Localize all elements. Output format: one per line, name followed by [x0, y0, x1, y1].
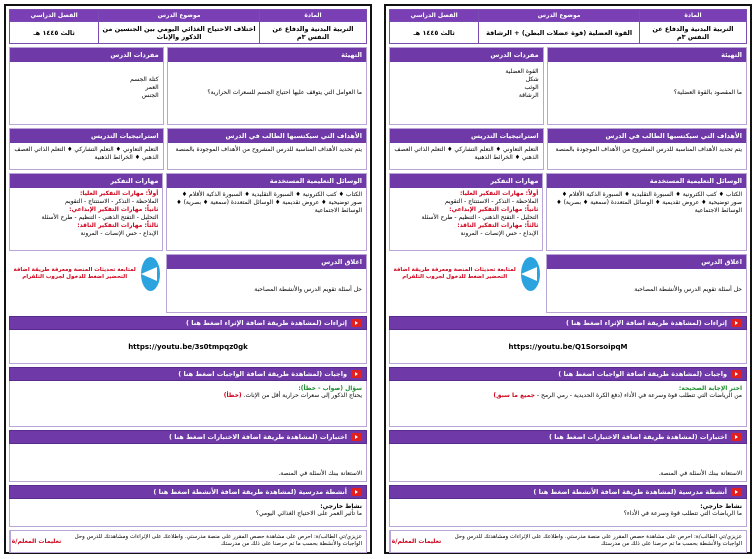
header-term-label: الفصل الدراسي — [390, 10, 479, 22]
lesson-item: العمر — [145, 84, 159, 92]
goals-body: يتم تحديد الأهداف المناسبة للدرس المشروح من الأهداف الموجودة بالمنصة — [175, 146, 362, 153]
thinking-l2-body: التحليل - التفتح الذهني - التنظيم - طرح الأسئلة — [41, 214, 159, 222]
telegram-promo[interactable] — [389, 254, 543, 294]
header-table — [9, 9, 367, 44]
thinking-l1-body: الملاحظة - التذكر - الاستنتاج - التقويم — [445, 198, 539, 206]
strategies-body: التعلم التعاوني ♦ التعلم التشاركي ♦ التعلم الذاتي العصف الذهني ♦ الخرائط الذهنية — [14, 146, 159, 162]
notes-label: تعليمات المعلم/ة — [10, 531, 62, 552]
intro-title: التهيئة — [168, 48, 366, 62]
aids-title: الوسائل التعليمية المستخدمة — [167, 174, 366, 188]
lesson-item: الجنس — [141, 92, 159, 100]
header-subject-label: المادة — [259, 10, 366, 22]
intro-body: ما العوامل التي يتوقف عليها احتياج الجسم للسعرات الحرارية؟ — [207, 88, 362, 96]
header-topic: اختلاف الاحتياج الغذائي اليومي بين الجنسين من الذكور والإناث — [99, 22, 260, 44]
lesson-items-box — [9, 47, 164, 125]
homework-title: واجبات (لمشاهدة طريقة اضافة الواجبات اضغط هنا ) — [558, 370, 727, 378]
enrich-title: إثراءات (لمشاهدة طريقة اضافة الإثراء اضغط هنا ) — [186, 319, 347, 327]
header-subject: التربية البدنية والدفاع عن النفس ٣م — [259, 22, 366, 44]
homework-strip[interactable] — [389, 367, 747, 381]
youtube-icon[interactable] — [731, 488, 742, 496]
enrich-url[interactable]: https://youtu.be/3s0tmpqz0gk — [128, 342, 248, 351]
lesson-item: القوة العضلية — [505, 68, 539, 75]
thinking-l1: أولاً: مهارات التفكير العليا: — [79, 190, 159, 197]
thinking-title: مهارات التفكير — [390, 174, 542, 188]
homework-title: واجبات (لمشاهدة طريقة اضافة الواجبات اضغط هنا ) — [178, 370, 347, 378]
thinking-l1: أولاً: مهارات التفكير العليا: — [459, 190, 539, 197]
activity-body: ما تأثير العمر على الاحتياج الغذائي اليومي؟ — [255, 510, 362, 517]
thinking-box — [389, 173, 543, 251]
homework-question: اختر الإجابة الصحيحة: — [678, 385, 742, 392]
tests-body: الاستعانة ببنك الأسئلة في المنصة. — [658, 470, 742, 477]
header-topic: القوة العضلية (قوة عضلات البطن) + الرشاقة — [479, 22, 640, 44]
close-box — [546, 254, 747, 313]
intro-body: ما المقصود بالقوة العضلية؟ — [673, 88, 742, 96]
youtube-icon[interactable] — [351, 370, 362, 378]
promo-text: لمتابعة تحديثات المنصة ومعرفة طريقة اضافة التحضير اضغط للدخول لجروب التلقرام — [13, 266, 136, 280]
lesson-item: الرشاقة — [518, 92, 539, 100]
youtube-icon[interactable] — [351, 488, 362, 496]
homework-answer: جميع ما سبق) — [493, 392, 535, 399]
lesson-items-box — [389, 47, 544, 125]
header-subject: التربية البدنية والدفاع عن النفس ٣م — [639, 22, 746, 44]
homework-body: من الرياضات التي تتطلب قوة وسرعة في الأداء (دفع الكرة الحديدية - رمي الرمح - — [536, 392, 742, 399]
youtube-icon[interactable] — [731, 370, 742, 378]
thinking-l2-body: التحليل - التفتح الذهني - التنظيم - طرح الأسئلة — [421, 214, 539, 222]
goals-box — [547, 128, 747, 170]
thinking-l3-body: الإبداع - حس الإنصات - المرونة — [460, 230, 539, 238]
header-topic-label: موضوع الدرس — [479, 10, 640, 22]
telegram-promo[interactable] — [9, 254, 163, 294]
aids-box — [546, 173, 747, 251]
header-table — [389, 9, 747, 44]
thinking-l1-body: الملاحظة - التذكر - الاستنتاج - التقويم — [65, 198, 159, 206]
lesson-items-title: مفردات الدرس — [10, 48, 163, 62]
tests-title: اختبارات (لمشاهدة طريقة اضافة الاختبارات اضغط هنا ) — [548, 433, 727, 441]
aids-title: الوسائل التعليمية المستخدمة — [547, 174, 746, 188]
enrich-strip[interactable] — [9, 316, 367, 330]
goals-box — [167, 128, 367, 170]
youtube-icon[interactable] — [351, 433, 362, 441]
homework-answer: (خطأ) — [223, 392, 242, 399]
youtube-icon[interactable] — [731, 319, 742, 327]
thinking-l3: ثالثاً: مهارات التفكير الناقد: — [457, 222, 539, 230]
strategies-box — [389, 128, 544, 170]
close-title: اغلاق الدرس — [167, 255, 366, 269]
activity-strip[interactable] — [9, 485, 367, 499]
thinking-l3: ثالثاً: مهارات التفكير الناقد: — [77, 222, 159, 230]
homework-question: سؤال (صواب - خطأ): — [298, 385, 362, 392]
thinking-l2: ثانياً: مهارات التفكير الإبداعي: — [69, 206, 159, 214]
notes-body: عزيزي/تي الطالب/ة: احرص على مشاهدة حصص المقرر على منصة مدرستي. واطلاعك على الإثراءات ومشاهدتك للدرس وحل الواجبات والأنشطة بحسب ما تم حرصنا على ذلك من مدرستك — [454, 534, 742, 548]
aids-body: الكتاب ♦ كتب الكترونية ♦ السبورة التقليدية ♦ السبورة الذكية الأقلام ♦ صور توضيحية ♦ عروض تقديمية ♦ الوسائل المتعددة (سمعية ♦ بصرية) ♦ الوسائط الاجتماعية — [176, 191, 362, 215]
homework-body: يحتاج الذكور إلى سعرات حرارية أقل من الإناث. — [243, 392, 362, 399]
strategies-body: التعلم التعاوني ♦ التعلم التشاركي ♦ التعلم الذاتي العصف الذهني ♦ الخرائط الذهنية — [394, 146, 539, 162]
aids-box — [166, 173, 367, 251]
lesson-plan-sheet-right — [384, 4, 752, 554]
tests-strip[interactable] — [9, 430, 367, 444]
teacher-notes — [9, 530, 367, 553]
tests-body: الاستعانة ببنك الأسئلة في المنصة. — [278, 470, 362, 477]
lesson-item: كتلة الجسم — [130, 76, 159, 83]
header-term: ثالث ١٤٤٥ هـ — [390, 22, 479, 44]
activity-title: أنشطة مدرسية (لمشاهدة طريقة اضافة الأنشطة اضغط هنا ) — [153, 488, 347, 496]
lesson-item: الوثب — [524, 84, 539, 92]
enrich-url[interactable]: https://youtu.be/Q1SorsoipqM — [508, 342, 628, 351]
goals-body: يتم تحديد الأهداف المناسبة للدرس المشروح من الأهداف الموجودة بالمنصة — [555, 146, 742, 153]
close-body: حل أسئلة تقويم الدرس والأنشطة المصاحبة — [254, 286, 362, 294]
close-title: اغلاق الدرس — [547, 255, 746, 269]
teacher-notes — [389, 530, 747, 553]
enrich-strip[interactable] — [389, 316, 747, 330]
close-box — [166, 254, 367, 313]
goals-title: الأهداف التي سيكتسبها الطالب في الدرس — [168, 129, 366, 143]
telegram-icon[interactable] — [141, 257, 160, 291]
header-term-label: الفصل الدراسي — [10, 10, 99, 22]
header-subject-label: المادة — [639, 10, 746, 22]
strategies-box — [9, 128, 164, 170]
activity-sub: نشاط خارجي: — [700, 503, 742, 510]
activity-sub: نشاط خارجي: — [320, 503, 362, 510]
thinking-l2: ثانياً: مهارات التفكير الإبداعي: — [449, 206, 539, 214]
homework-strip[interactable] — [9, 367, 367, 381]
lesson-items-title: مفردات الدرس — [390, 48, 543, 62]
lesson-plan-sheet-left — [4, 4, 372, 554]
header-term: ثالث ١٤٤٥ هـ — [10, 22, 99, 44]
thinking-box — [9, 173, 163, 251]
intro-box — [547, 47, 747, 125]
goals-title: الأهداف التي سيكتسبها الطالب في الدرس — [548, 129, 746, 143]
lesson-item: شكل — [525, 76, 539, 84]
activity-strip[interactable] — [389, 485, 747, 499]
aids-body: الكتاب ♦ كتب الكترونية ♦ السبورة التقليدية ♦ السبورة الذكية الأقلام ♦ صور توضيحية ♦ عروض تقديمية ♦ الوسائل المتعددة (سمعية ♦ بصرية) ♦ الوسائط الاجتماعية — [556, 191, 742, 215]
telegram-icon[interactable] — [521, 257, 540, 291]
notes-label: تعليمات المعلم/ة — [390, 531, 442, 552]
tests-title: اختبارات (لمشاهدة طريقة اضافة الاختبارات اضغط هنا ) — [168, 433, 347, 441]
intro-box — [167, 47, 367, 125]
enrich-title: إثراءات (لمشاهدة طريقة اضافة الإثراء اضغط هنا ) — [566, 319, 727, 327]
activity-body: ما الرياضات التي تتطلب قوة وسرعة في الأداء؟ — [623, 510, 742, 517]
header-topic-label: موضوع الدرس — [99, 10, 260, 22]
thinking-title: مهارات التفكير — [10, 174, 162, 188]
youtube-icon[interactable] — [351, 319, 362, 327]
close-body: حل أسئلة تقويم الدرس والأنشطة المصاحبة — [634, 286, 742, 294]
notes-body: عزيزي/تي الطالب/ة: احرص على مشاهدة حصص المقرر على منصة مدرستي. واطلاعك على الإثراءات ومشاهدتك للدرس وحل الواجبات والأنشطة بحسب ما تم حرصنا على ذلك من مدرستك — [74, 534, 362, 548]
strategies-title: استراتيجيات التدريس — [10, 129, 163, 143]
promo-text: لمتابعة تحديثات المنصة ومعرفة طريقة اضافة التحضير اضغط للدخول لجروب التلقرام — [393, 266, 516, 280]
tests-strip[interactable] — [389, 430, 747, 444]
thinking-l3-body: الإبداع - حس الإنصات - المرونة — [80, 230, 159, 238]
youtube-icon[interactable] — [731, 433, 742, 441]
intro-title: التهيئة — [548, 48, 746, 62]
activity-title: أنشطة مدرسية (لمشاهدة طريقة اضافة الأنشطة اضغط هنا ) — [533, 488, 727, 496]
strategies-title: استراتيجيات التدريس — [390, 129, 543, 143]
